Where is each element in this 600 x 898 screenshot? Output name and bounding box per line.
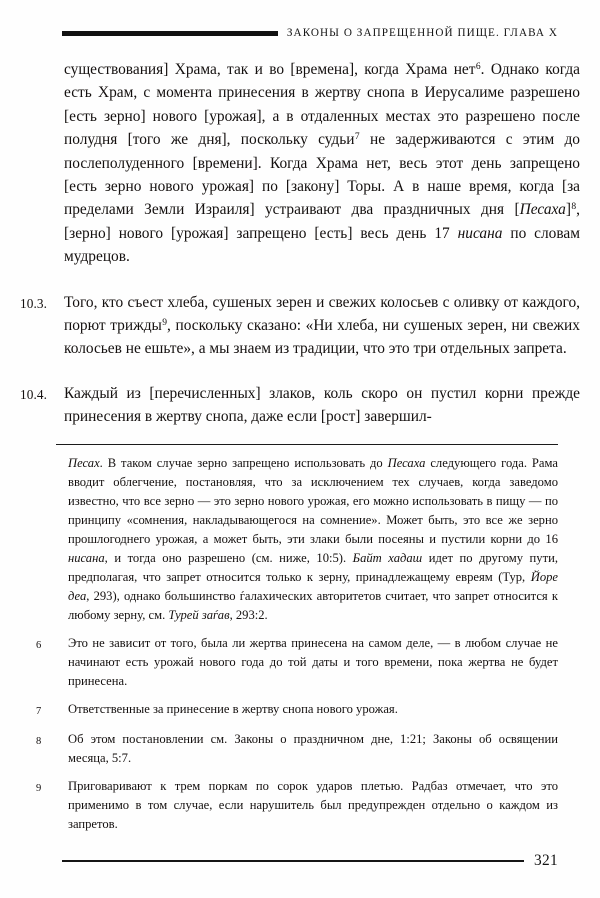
footnote-ref-8[interactable]: 8 <box>571 201 577 213</box>
footnote-list <box>36 444 558 834</box>
running-head-title: ЗАКОНЫ О ЗАПРЕЩЕННОЙ ПИЩЕ. ГЛАВА X <box>286 27 558 39</box>
footnote-ref-6[interactable]: 6 <box>475 61 481 73</box>
footnote-separator-rule <box>56 444 558 445</box>
paragraph-text-10-4: Каждый из [перечисленных] злаков, коль скоро он пустил корни прежде принесения в жертву снопа, даже если [рост] завершил- <box>64 384 580 426</box>
paragraph-number-10-4: 10.4. <box>20 386 48 402</box>
footnote-number-7: 7 <box>36 706 42 717</box>
paragraph-10-4 <box>20 382 580 429</box>
running-head <box>62 22 558 44</box>
footnote-text-6: Это не зависит от того, была ли жертва принесена на самом деле, — в любом случае не начинают есть урожай нового года до той даты и того времени, пока жертва не будет принесена. <box>68 636 558 688</box>
paragraph-text-10-3: Того, кто съест хлеба, сушеных зерен и свежих колосьев с оливку от каждого, порют трижды$^9$, поскольку сказано: «Ни хлеба, ни сушеных зерен, ни свежих колосьев не ешьте», а мы знаем из традиции, что это три отдельных запрета. <box>64 293 580 358</box>
footnotes-block <box>36 444 558 834</box>
footnote-ref-9[interactable]: 9 <box>162 317 168 329</box>
footnote-item-9 <box>36 777 558 834</box>
folio-rule <box>62 860 524 862</box>
running-head-rule <box>62 31 278 36</box>
paragraph-spacer-2 <box>20 361 580 382</box>
footnote-text-9: Приговаривают к трем поркам по сорок ударов плетью. Радбаз отмечает, что это применимо в том случае, если нарушитель был предупрежден отдельно о каждом из запретов. <box>68 779 558 831</box>
footnote-number-9: 9 <box>36 783 42 794</box>
footnote-text-8: Об этом постановлении см. Законы о праздничном дне, 1:21; Законы об освящении месяца, 5:7. <box>68 732 558 765</box>
paragraph-spacer <box>20 269 580 291</box>
footnote-item-7 <box>36 700 558 721</box>
paragraph-text: существования] Храма, так и во [времена], когда Храма нет$^6$. Однако когда есть Храм, с момента принесения в жертву снопа в Иерусалиме разрешено [есть зерно] нового [урожая], а в отдаленных местах это разрешено после полудня [того же дня], поскольку судьи$^7$ не задерживаются с этим до послеполуденного [времени]. Когда Храма нет, весь этот день запрещено [есть зерно нового урожая] по [закону] Торы. А в наше время, когда [за пределами Земли Израиля] устраивают два праздничных дня [Песаха]$^8$, [зерно] нового [урожая] запрещено [есть] весь день 17 нисана по словам мудрецов. <box>64 61 581 266</box>
footnote-text-continued: Песах. В таком случае зерно запрещено использовать до Песаха следующего года. Рама вводит облегчение, постановляя, что за исключением тех случаев, когда заведомо известно, что все зерно — это зерно нового урожая, его можно использовать в пищу — по принципу «сомнения, накладывающегося на сомнение». Может быть, это все же зерно прошлогоднего урожая, а может быть, эти злаки были посеяны и пустили корни до 16 нисана, и тогда оно разрешено (см. ниже, 10:5). Байт хадаш идет по другому пути, предполагая, что запрет относится только к зерну, принадлежащему евреям (Тур, Йоре деа, 293), однако большинство ѓалахических авторитетов считает, что запрет относится к любому зерну, см. Турей заѓав, 293:2. <box>68 456 558 622</box>
footnote-number-6: 6 <box>36 640 42 651</box>
footnote-item-8 <box>36 730 558 768</box>
footnote-ref-7[interactable]: 7 <box>354 131 360 143</box>
footnote-item-6 <box>36 634 558 691</box>
paragraph-number-10-3: 10.3. <box>20 295 48 311</box>
footnote-number-8: 8 <box>36 736 42 747</box>
body-text <box>20 58 580 429</box>
paragraph-10-3 <box>20 291 580 361</box>
footnote-text-7: Ответственные за принесение в жертву снопа нового урожая. <box>68 702 398 716</box>
footnote-item-continued <box>36 454 558 625</box>
paragraph-continued <box>20 58 580 269</box>
page-number: 321 <box>534 852 558 869</box>
page-footer <box>62 852 558 870</box>
